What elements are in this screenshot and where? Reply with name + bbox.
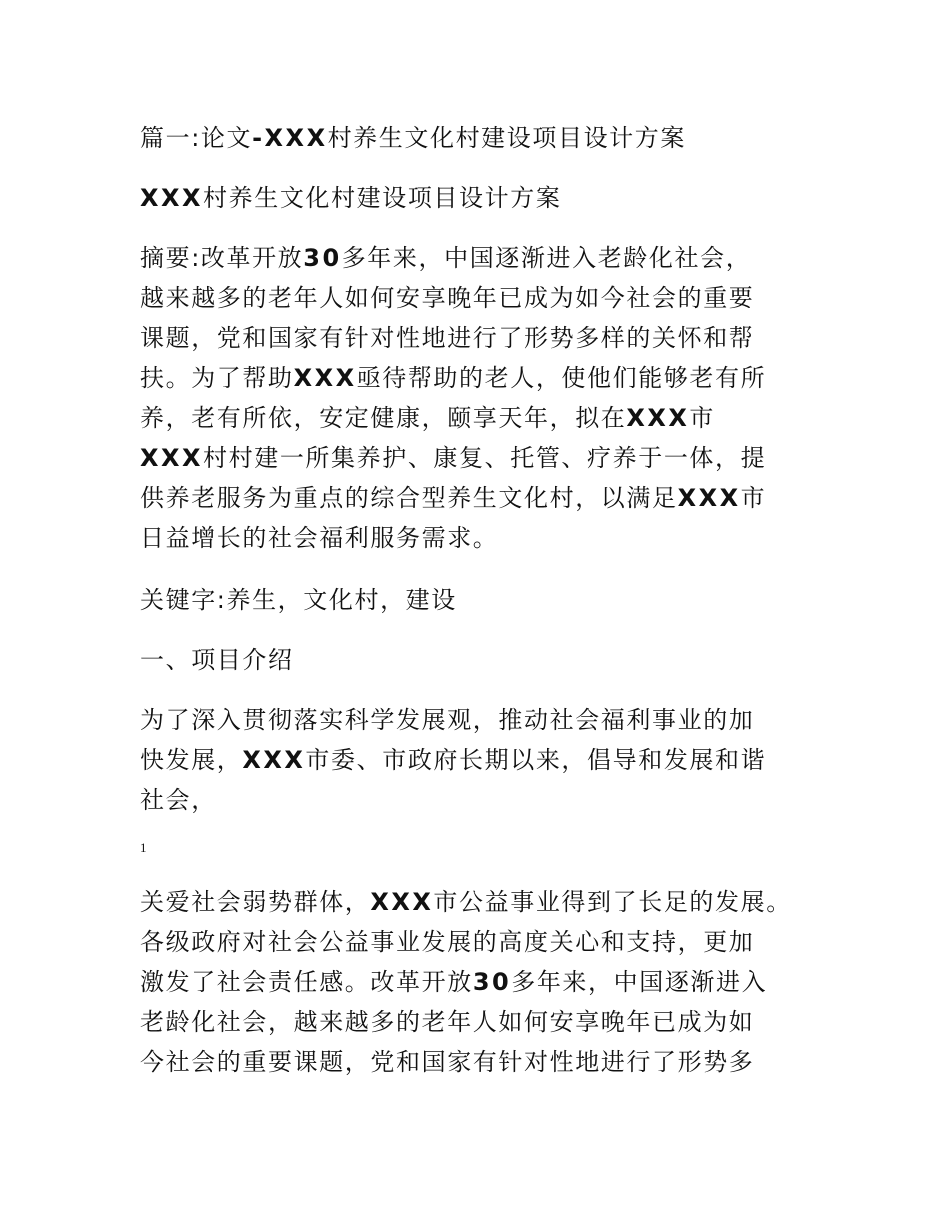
abstract-line: 养，老有所依，安定健康，颐享天年，拟在XXX市 [140, 404, 716, 432]
body-line: 关爱社会弱势群体，XXX市公益事业得到了长足的发展。 [140, 888, 792, 916]
intro-line: 快发展，XXX市委、市政府长期以来，倡导和发展和谐 [140, 746, 767, 774]
abstract-line: XXX村村建一所集养护、康复、托管、疗养于一体，提 [140, 444, 767, 472]
body-line: 今社会的重要课题，党和国家有针对性地进行了形势多 [140, 1048, 755, 1076]
abstract-line: 扶。为了帮助XXX亟待帮助的老人，使他们能够老有所 [140, 364, 767, 392]
body-line: 激发了社会责任感。改革开放30多年来，中国逐渐进入 [140, 968, 768, 996]
keywords-line: 关键字:养生，文化村，建设 [140, 586, 457, 614]
section-heading: 一、项目介绍 [140, 646, 294, 674]
abstract-line: 日益增长的社会福利服务需求。 [140, 524, 499, 552]
abstract-line: 摘要:改革开放30多年来，中国逐渐进入老龄化社会， [140, 244, 752, 272]
page-number: 1 [140, 840, 147, 855]
abstract-line: 越来越多的老年人如何安享晚年已成为如今社会的重要 [140, 284, 755, 312]
intro-line: 社会， [140, 786, 217, 814]
intro-line: 为了深入贯彻落实科学发展观，推动社会福利事业的加 [140, 706, 755, 734]
abstract-line: 课题，党和国家有针对性地进行了形势多样的关怀和帮 [140, 324, 755, 352]
body-line: 老龄化社会，越来越多的老年人如何安享晚年已成为如 [140, 1008, 755, 1036]
document-title: 篇一:论文-XXX村养生文化村建设项目设计方案 [140, 124, 686, 152]
body-line: 各级政府对社会公益事业发展的高度关心和支持，更加 [140, 928, 755, 956]
abstract-line: 供养老服务为重点的综合型养生文化村，以满足XXX市 [140, 484, 767, 512]
document-subtitle: XXX村养生文化村建设项目设计方案 [140, 184, 562, 212]
